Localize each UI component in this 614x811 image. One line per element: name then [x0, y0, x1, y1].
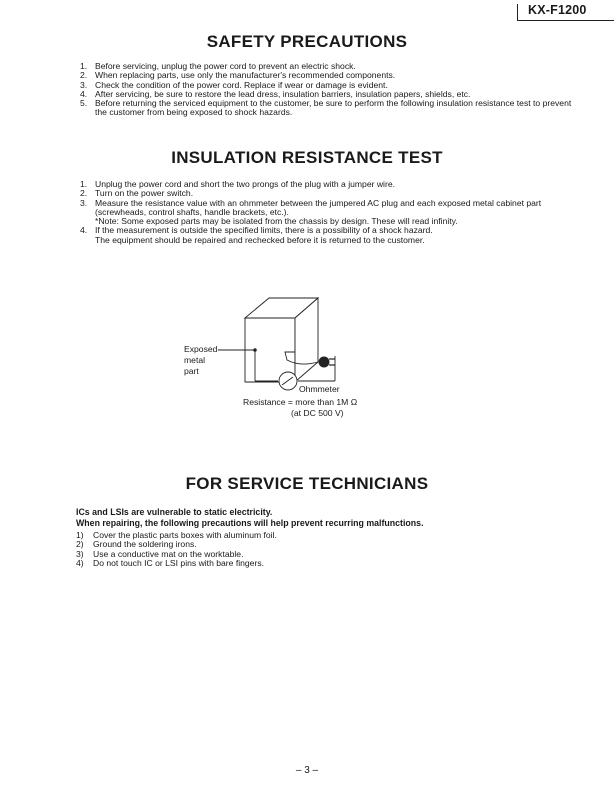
list-item: 5. Before returning the serviced equipment to the customer, be sure to perform the following insulation resistance test to prevent the customer from being exposed to shock hazards. — [80, 98, 572, 118]
list-item: 1. Before servicing, unplug the power cord to prevent an electric shock. — [80, 61, 356, 71]
metal-label: metal — [184, 355, 206, 365]
repair-precautions-intro: When repairing, the following precautions will help prevent recurring malfunctions. — [76, 518, 424, 528]
list-item: 2. When replacing parts, use only the manufacturer's recommended components. — [80, 70, 396, 81]
list-item: 3. Measure the resistance value with an ohmmeter between the jumpered AC plug and each exposed metal cabinet part (screwheads, control shafts, handle brackets, etc.). *Note: Some exposed parts may be isolated from the chassis by design. These will read infinity. — [80, 197, 542, 227]
technician-list — [76, 531, 576, 568]
static-warning: ICs and LSIs are vulnerable to static electricity. — [76, 507, 273, 517]
plug-body — [319, 357, 329, 367]
insulation-test-heading: INSULATION RESISTANCE TEST — [171, 148, 443, 167]
list-item: 3) Use a conductive mat on the worktable. — [76, 548, 244, 559]
voltage-label: (at DC 500 V) — [291, 408, 344, 418]
part-label: part — [184, 366, 199, 376]
list-item: 1) Cover the plastic parts boxes with aluminum foil. — [76, 530, 277, 540]
list-item: 3. Check the condition of the power cord. Replace if wear or damage is evident. — [80, 79, 388, 90]
model-number: KX-F1200 — [528, 3, 587, 17]
list-item: 4. If the measurement is outside the specified limits, there is a possibility of a shock hazard. The equipment should be repaired and rechecked before it is returned to the customer. — [80, 225, 433, 245]
ohmmeter-label: Ohmmeter — [299, 384, 340, 394]
list-item: 4) Do not touch IC or LSI pins with bare fingers. — [76, 557, 265, 568]
service-technicians-heading: FOR SERVICE TECHNICIANS — [185, 474, 429, 493]
list-item: 2) Ground the soldering irons. — [76, 539, 197, 550]
resistance-label: Resistance = more than 1M Ω — [243, 397, 358, 407]
note-text: *Note: Some exposed parts may be isolated from the chassis by design. These will read infinity. — [95, 216, 458, 227]
safety-precautions-heading: SAFETY PRECAUTIONS — [206, 32, 408, 51]
page-number: – 3 – — [295, 765, 319, 776]
list-item: 2. Turn on the power switch. — [80, 188, 194, 199]
list-item: 4. After servicing, be sure to restore the lead dress, insulation barriers, insulation papers, shields, etc. — [80, 88, 471, 99]
list-item: 1. Unplug the power cord and short the two prongs of the plug with a jumper wire. — [80, 179, 395, 189]
exposed-label: Exposed — [184, 344, 218, 354]
